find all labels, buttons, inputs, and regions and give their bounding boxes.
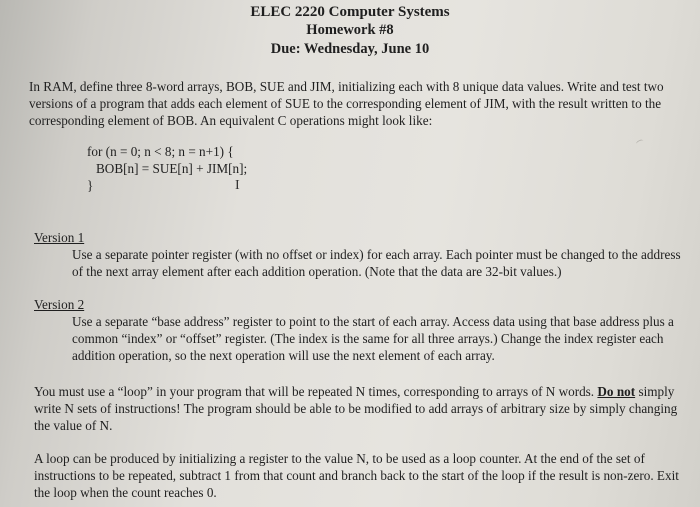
code-line-for: for (n = 0; n < 8; n = n+1) { xyxy=(87,144,234,159)
version1-heading: Version 1 xyxy=(34,230,85,245)
intro-paragraph: In RAM, define three 8-word arrays, BOB, SUE and JIM, initializing each with 8 unique data values. Write and test two versions of a program that adds each element of SUE to the corresponding element of JIM, with the result written to the corresponding element of BOB. An equivalent C operations might look like: xyxy=(29,79,664,128)
loop-text-a: You must use a “loop” in your program that will be repeated N times, corresponding to arrays of N words. xyxy=(34,384,598,399)
paper-mark xyxy=(635,139,644,147)
version1-text: Use a separate pointer register (with no offset or index) for each array. Each pointer must be changed to the address of the next array element after each addition operation. (Note that the data are 32-bit values.) xyxy=(72,247,681,279)
loop-counter-paragraph: A loop can be produced by initializing a register to the value N, to be used as a loop counter. At the end of the set of instructions to be repeated, subtract 1 from that count and branch back to the start of the loop if the result is non-zero. Exit the loop when the count reaches 0. xyxy=(34,451,679,500)
code-line-close: } xyxy=(87,178,94,193)
course-title: ELEC 2220 Computer Systems xyxy=(250,4,450,20)
version2-text: Use a separate “base address” register to point to the start of each array. Access data using that base address plus a common “index” or “offset” register. (The index is the same for all three arrays.) Change the index register each addition operation, so the next operation will use the next element of each array. xyxy=(72,314,674,363)
do-not-emphasis: Do not xyxy=(597,384,636,399)
due-date: Due: Wednesday, June 10 xyxy=(270,41,430,57)
text-cursor-icon: I xyxy=(235,178,240,193)
loop-paragraph xyxy=(34,383,686,434)
code-line-body: BOB[n] = SUE[n] + JIM[n]; xyxy=(96,161,248,176)
homework-number: Homework #8 xyxy=(306,22,394,38)
loop-text-b: simply write N sets of instructions! The program should be able to be modified to add arrays of arbitrary size by simply changing the value of N. xyxy=(34,384,678,433)
version2-heading: Version 2 xyxy=(34,297,85,312)
